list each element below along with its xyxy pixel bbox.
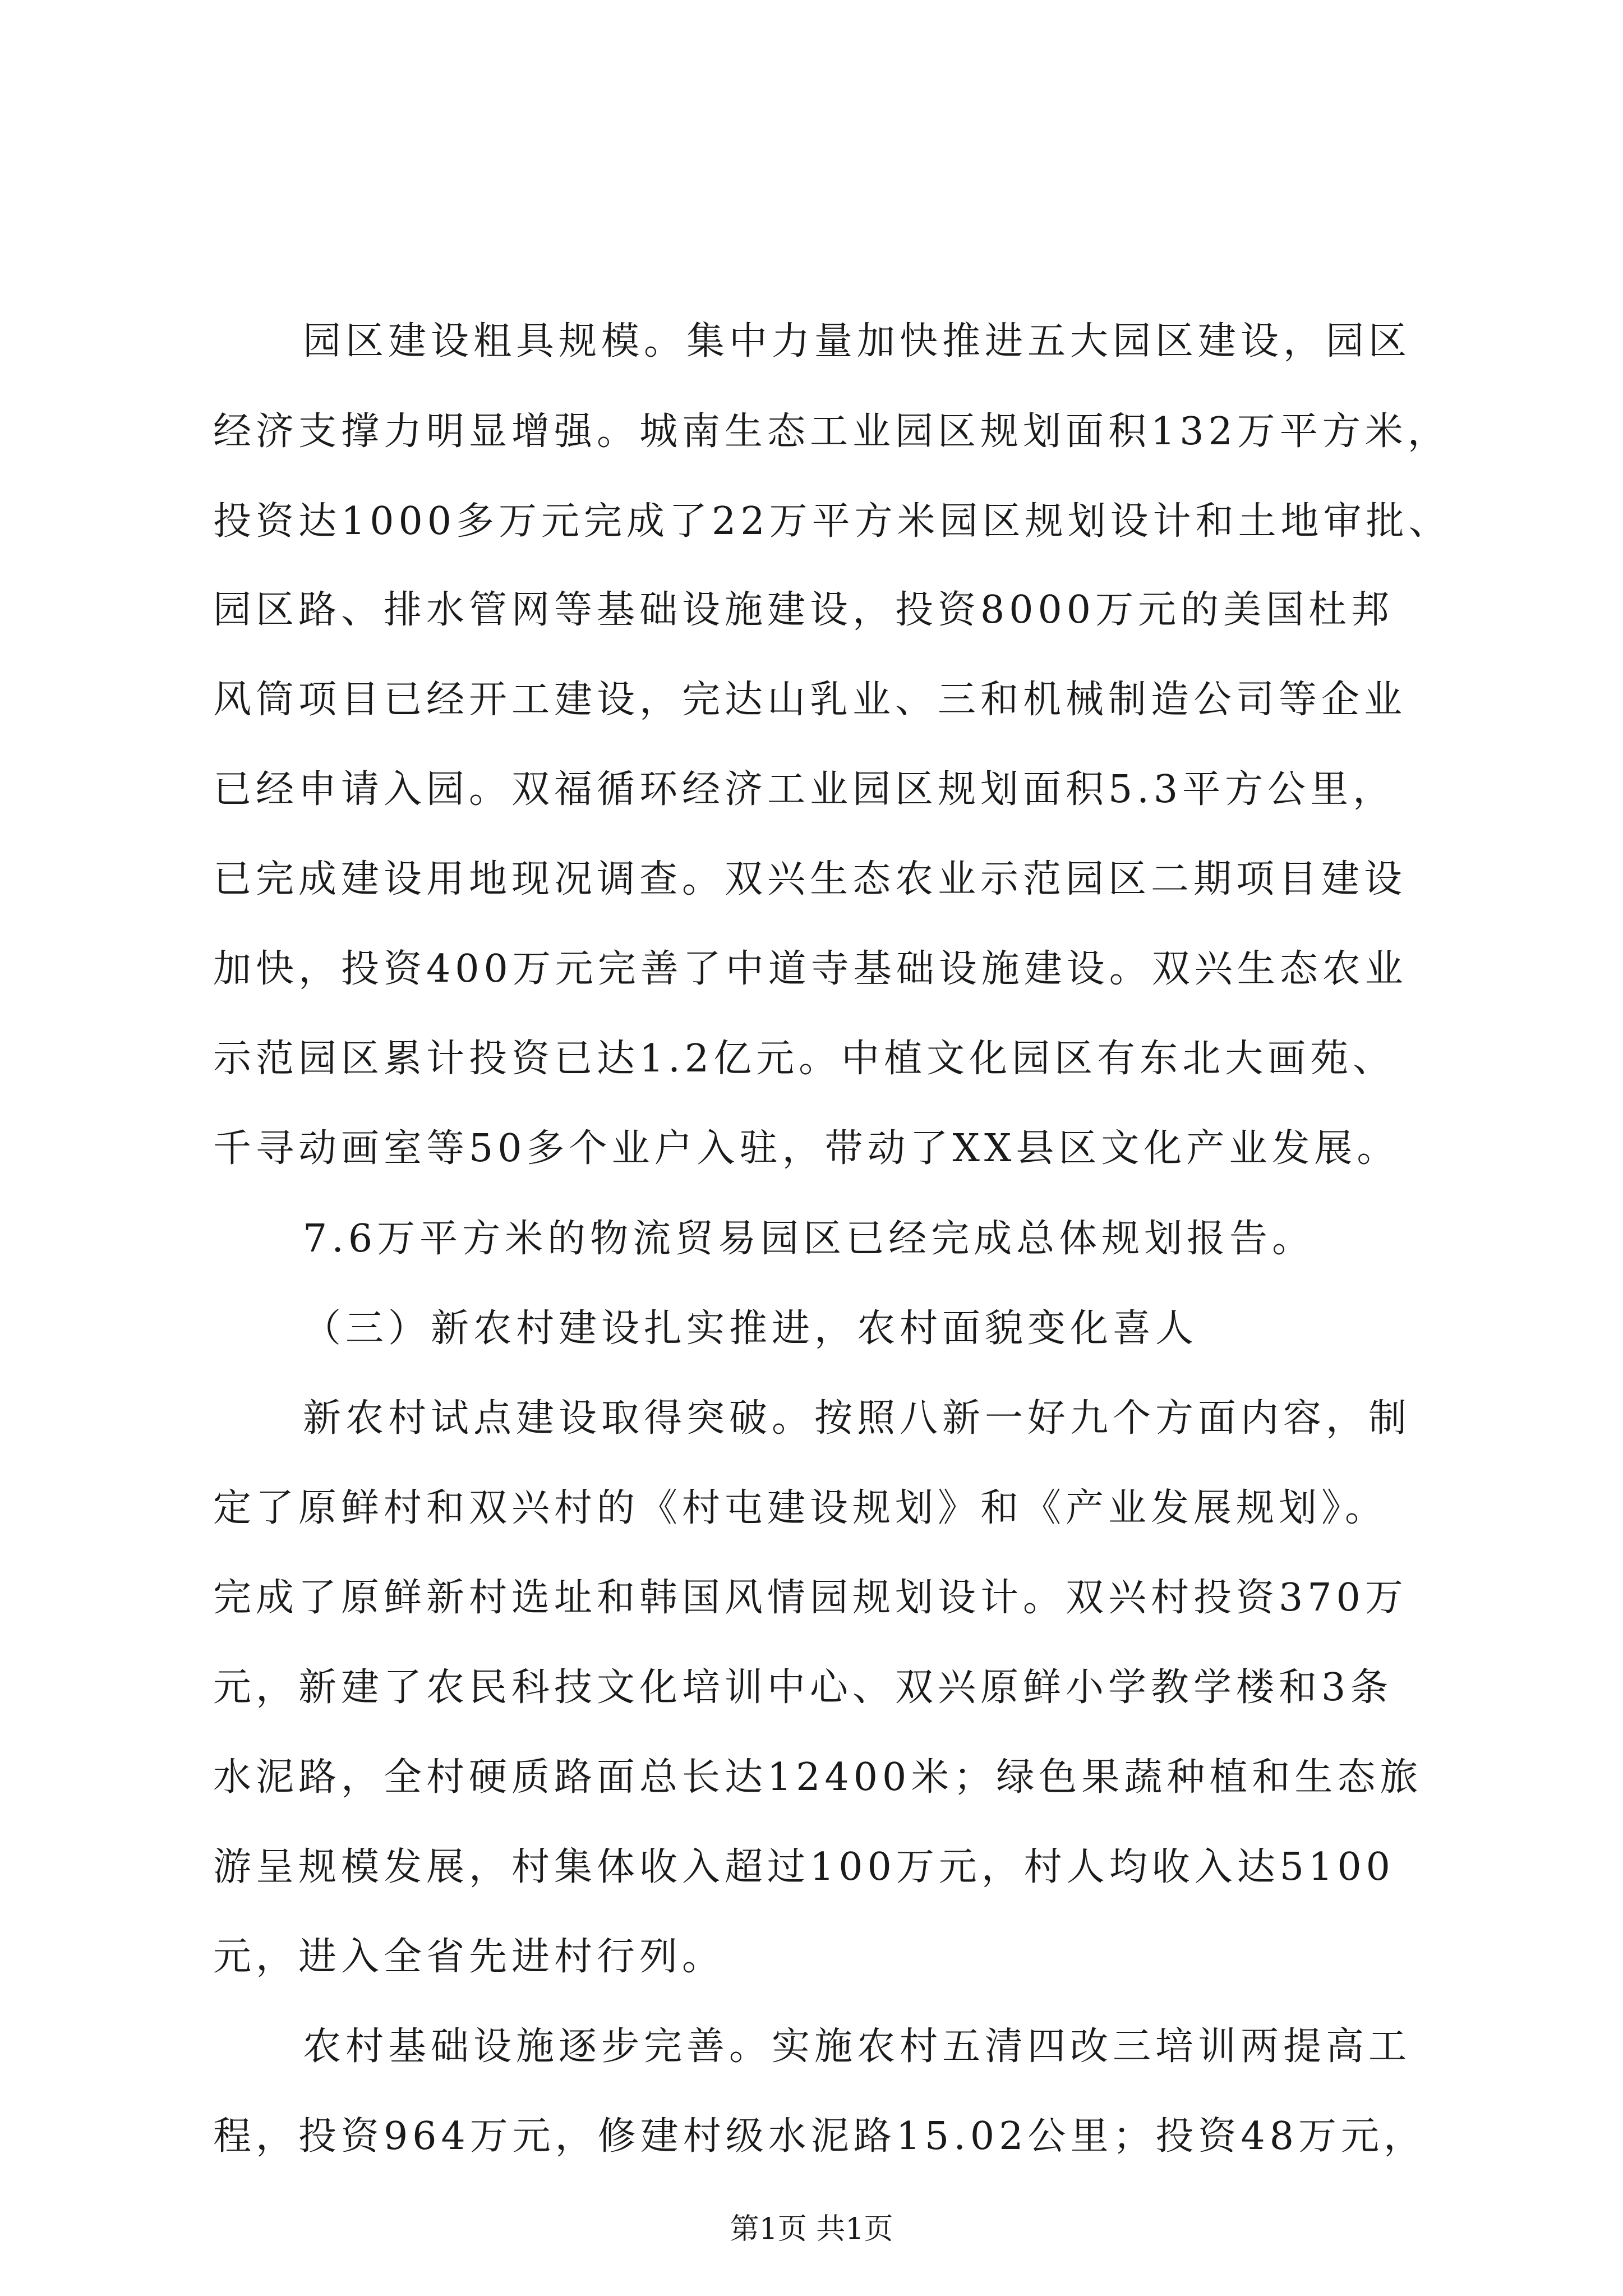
paragraph-line: 游呈规模发展，村集体收入超过100万元，村人均收入达5100 [213,1845,1395,1889]
paragraph-line: 风筒项目已经开工建设，完达山乳业、三和机械制造公司等企业 [213,678,1407,722]
paragraph-line: 千寻动画室等50多个业户入驻，带动了XX县区文化产业发展。 [213,1126,1400,1171]
paragraph-line: 新农村试点建设取得突破。按照八新一好九个方面内容，制 [303,1396,1412,1441]
paragraph-line: 农村基础设施逐步完善。实施农村五清四改三培训两提高工 [303,2024,1412,2069]
paragraph-line: 园区路、排水管网等基础设施建设，投资8000万元的美国杜邦 [213,588,1394,632]
paragraph-line: 园区建设粗具规模。集中力量加快推进五大园区建设，园区 [303,319,1412,364]
paragraph-line: 投资达1000多万元完成了22万平方米园区规划设计和土地审批、 [213,499,1451,544]
paragraph-line: 水泥路，全村硬质路面总长达12400米；绿色果蔬种植和生态旅 [213,1755,1423,1800]
paragraph-line: 元，新建了农民科技文化培训中心、双兴原鲜小学教学楼和3条 [213,1665,1393,1710]
paragraph-line: 示范园区累计投资已达1.2亿元。中植文化园区有东北大画苑、 [213,1037,1396,1081]
paragraph-line: 已经申请入园。双福循环经济工业园区规划面积5.3平方公里， [213,767,1396,812]
paragraph-line: 7.6万平方米的物流贸易园区已经完成总体规划报告。 [303,1217,1315,1261]
paragraph-line: 已完成建设用地现况调查。双兴生态农业示范园区二期项目建设 [213,857,1407,901]
paragraph-line: 元，进入全省先进村行列。 [213,1935,725,1979]
page-number-footer: 第1页 共1页 [730,2212,893,2246]
paragraph-line: 加快，投资400万元完善了中道寺基础设施建设。双兴生态农业 [213,947,1408,991]
paragraph-line: 完成了原鲜新村选址和韩国风情园规划设计。双兴村投资370万 [213,1576,1408,1620]
paragraph-line: 经济支撑力明显增强。城南生态工业园区规划面积132万平方米， [213,409,1450,454]
paragraph-line: 定了原鲜村和双兴村的《村屯建设规划》和《产业发展规划》。 [213,1486,1388,1530]
paragraph-line: 程，投资964万元，修建村级水泥路15.02公里；投资48万元， [213,2114,1426,2159]
section-heading: （三）新农村建设扎实推进，农村面貌变化喜人 [303,1306,1198,1351]
